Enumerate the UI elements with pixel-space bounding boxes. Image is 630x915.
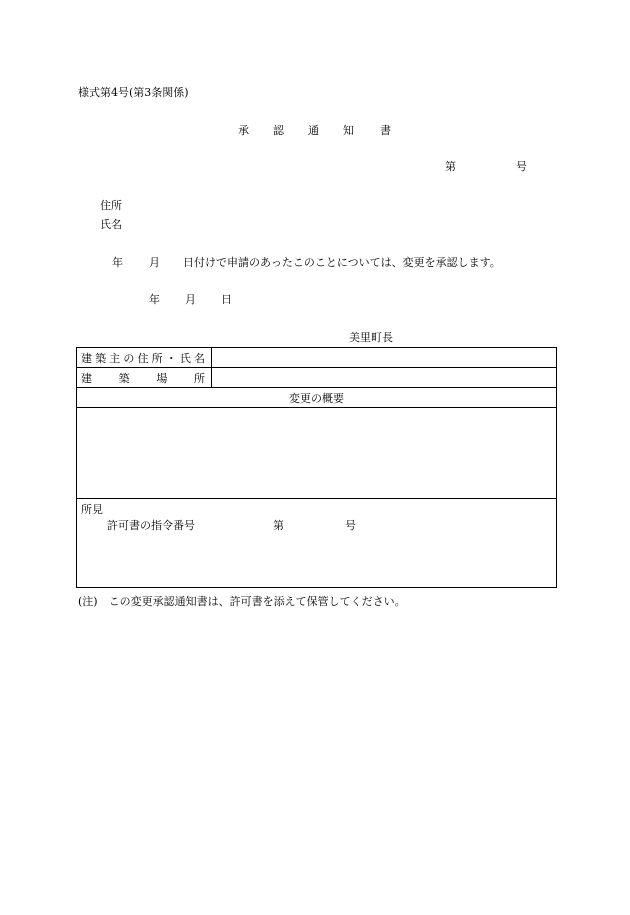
title-char: 知 [343,124,354,137]
title-char: 承 [238,124,249,137]
date-day: 日 [221,293,232,306]
overview-row [77,408,557,499]
permit-go: 号 [345,519,356,532]
builder-row [77,348,557,368]
label-char: 所 [193,371,205,385]
label-char: 氏 [179,351,191,365]
form-number: 様式第4号(第3条関係) [78,86,189,99]
label-char: ・ [165,351,177,365]
label-char: 建 [81,351,92,365]
title-char: 書 [380,124,391,137]
name-label: 氏名 [100,218,122,231]
doc-number-dai: 第 [445,160,456,173]
doc-number-go: 号 [516,160,527,173]
footnote: (注) この変更承認通知書は、許可書を添えて保管してください。 [78,595,406,608]
body-text: 日付けで申請のあったこのことについては、変更を承認します。 [183,256,501,269]
date-year: 年 [149,293,160,306]
label-char: 場 [156,371,168,385]
opinion-row [77,499,557,588]
issuer: 美里町長 [349,331,393,344]
address-label: 住所 [100,199,122,212]
label-char: 築 [95,351,107,365]
label-char: 築 [118,371,130,385]
label-char: 名 [194,351,205,365]
permit-label: 許可書の指令番号 [107,519,195,532]
location-row [77,368,557,388]
label-char: 住 [137,351,149,365]
permit-dai: 第 [273,519,284,532]
builder-value-cell[interactable] [212,348,557,368]
location-value-cell[interactable] [212,368,557,388]
label-char: 建 [81,371,92,385]
date-month: 月 [185,293,196,306]
opinion-cell[interactable] [77,499,557,588]
overview-header: 変更の概要 [77,388,557,408]
builder-label [77,348,212,368]
overview-cell[interactable] [77,408,557,499]
title-char: 通 [308,124,319,137]
overview-header-row [77,388,557,408]
opinion-label: 所見 [81,503,103,516]
title-char: 認 [273,124,284,137]
body-month: 月 [149,256,160,269]
location-label [77,368,212,388]
body-year: 年 [112,256,123,269]
form-table [76,347,557,588]
label-char: 所 [151,351,163,365]
label-char: の [123,351,135,365]
label-char: 主 [109,351,121,365]
